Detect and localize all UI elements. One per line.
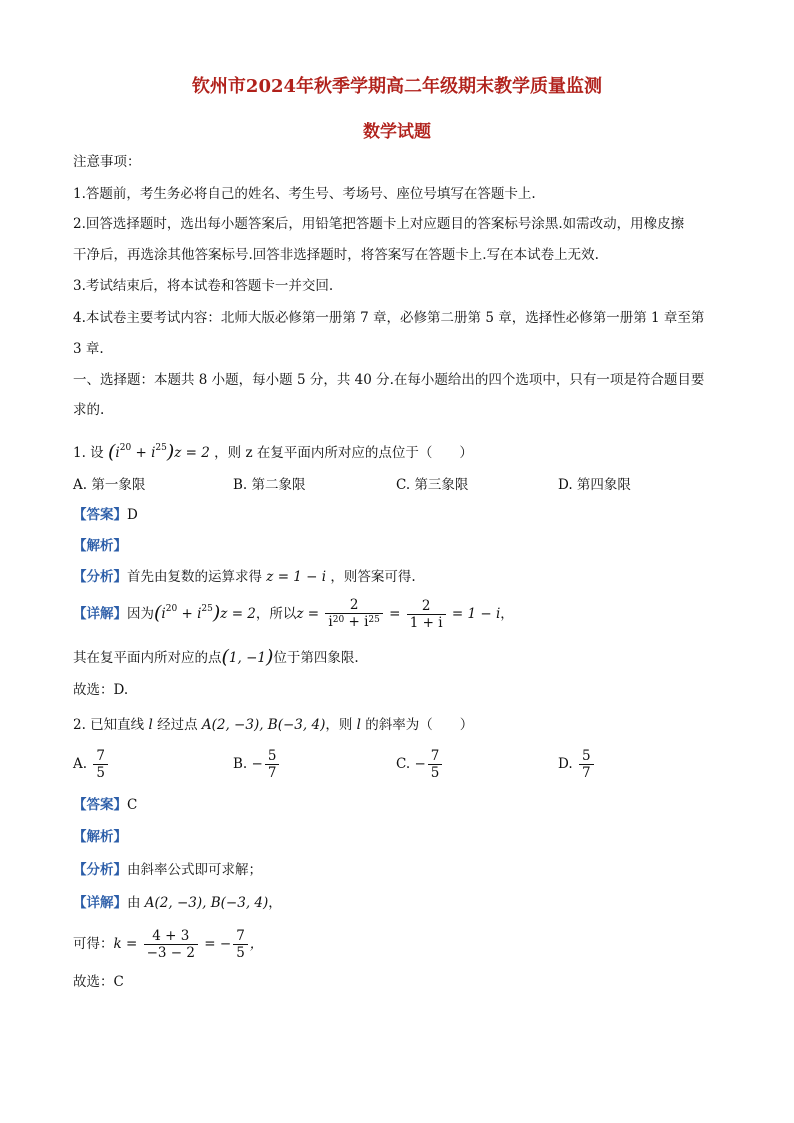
math-expression: A(2, −3), B(−3, 4) — [140, 895, 269, 911]
question-2-number: 2. 已知直线 — [73, 717, 145, 733]
analysis-label: 【解析】 — [73, 829, 127, 845]
option-c — [396, 748, 444, 781]
xiangjie-text-mid: ，所以 — [255, 606, 297, 622]
point-line-1 — [73, 646, 359, 668]
option-c: C. 第三象限 — [396, 477, 469, 493]
math-expression: l — [144, 717, 158, 733]
option-label: A. — [73, 756, 88, 772]
option-sign: − — [414, 756, 426, 772]
question-2-tail: ，则 — [325, 717, 353, 733]
option-label: C. — [396, 756, 411, 772]
option-a: A. 第一象限 — [73, 477, 146, 493]
answer-tag: 【答案】 — [73, 797, 127, 813]
analysis-label: 【解析】 — [73, 538, 127, 554]
math-expression: l — [352, 717, 366, 733]
question-2-stem — [73, 715, 473, 735]
section-heading: 一、选择题：本题共 8 小题，每小题 5 分，共 40 分.在每小题给出的四个选项中，只有一项是符合题目要 — [73, 372, 705, 388]
analysis-tag — [73, 827, 127, 847]
fenxi-tag: 【分析】 — [73, 569, 127, 585]
xiangjie-tag: 【详解】 — [73, 895, 127, 911]
fenxi-text: 首先由复数的运算求得 — [127, 569, 262, 585]
xiangjie-1 — [73, 597, 514, 632]
note-item: 3 章. — [73, 341, 104, 357]
fenxi-1 — [73, 567, 416, 587]
answer-value: D — [127, 507, 138, 523]
option-b — [233, 748, 281, 781]
page-title: 钦州市2024年秋季学期高二年级期末教学质量监测 — [191, 76, 603, 97]
xiangjie-text-end: ， — [500, 606, 514, 622]
point-text: 其在复平面内所对应的点 — [73, 650, 222, 666]
choose-2: 故选：C — [73, 974, 124, 990]
fenxi-tag: 【分析】 — [73, 862, 127, 878]
answer-1 — [73, 505, 138, 525]
section-heading-cont: 求的. — [73, 402, 105, 418]
option-a — [73, 748, 110, 781]
question-2-end: 的斜率为（ ） — [365, 717, 474, 733]
math-expression: $(i^{20} + i^{25})z = 2$ — [154, 602, 256, 624]
xiangjie-text: 由 — [127, 895, 141, 911]
point-text-tail: 位于第四象限. — [273, 650, 359, 666]
math-expression: k = $\frac{4 + 3}{-3 - 2}$ = − $\frac{7}{5}$ ， — [113, 928, 264, 961]
question-1-stem — [73, 441, 473, 465]
option-sign: − — [251, 756, 263, 772]
answer-tag: 【答案】 — [73, 507, 127, 523]
xiangjie-2 — [73, 893, 282, 913]
xiangjie-text: 因为 — [127, 606, 154, 622]
option-label: B. — [233, 756, 248, 772]
xiangjie-tag: 【详解】 — [73, 606, 127, 622]
fenxi-2 — [73, 860, 262, 880]
option-fraction: $\frac{5}{7}$ — [265, 748, 280, 781]
fenxi-text: 由斜率公式即可求解； — [127, 862, 262, 878]
option-d — [558, 748, 596, 781]
math-expression: z = 1 − i — [262, 569, 331, 585]
note-item: 干净后，再选涂其他答案标号.回答非选择题时，将答案写在答题卡上.写在本试卷上无效. — [73, 247, 599, 263]
choose-1: 故选：D. — [73, 682, 129, 698]
option-label: D. — [558, 756, 573, 772]
note-item: 1.答题前，考生务必将自己的姓名、考生号、考场号、座位号填写在答题卡上. — [73, 186, 536, 202]
answer-value: C — [127, 797, 138, 813]
slope-calc — [73, 928, 263, 961]
option-d: D. 第四象限 — [558, 477, 631, 493]
option-fraction: $\frac{7}{5}$ — [428, 748, 443, 781]
note-item: 2.回答选择题时，选出每小题答案后，用铅笔把答题卡上对应题目的答案标号涂黑.如需改动，用橡皮擦 — [73, 216, 685, 232]
xiangjie-text-tail: ， — [268, 895, 282, 911]
answer-2 — [73, 795, 137, 815]
analysis-tag — [73, 536, 127, 556]
question-2-mid: 经过点 — [157, 717, 198, 733]
note-item: 3.考试结束后，将本试卷和答题卡一并交回. — [73, 278, 334, 294]
math-expression: $(i^{20} + i^{25})z = 2$ — [107, 441, 210, 463]
notes-heading: 注意事项： — [73, 154, 141, 170]
fenxi-text-tail: ，则答案可得. — [330, 569, 416, 585]
note-item: 4.本试卷主要考试内容：北师大版必修第一册第 7 章，必修第二册第 5 章，选择性必修第一册第 1 章至第 — [73, 310, 705, 326]
math-expression: z = $\frac{2}{i^{20} + i^{25}}$ = $\frac{2}{1 + i}$ = 1 − i — [296, 597, 501, 631]
math-expression: A(2, −3), B(−3, 4) — [197, 717, 326, 733]
page-subtitle: 数学试题 — [363, 122, 431, 142]
math-expression: (1, −1) — [221, 646, 274, 668]
option-b: B. 第二象限 — [233, 477, 306, 493]
option-fraction: $\frac{5}{7}$ — [579, 748, 594, 781]
option-fraction: $\frac{7}{5}$ — [93, 748, 108, 781]
question-1-number: 1. 设 — [73, 445, 104, 461]
question-1-tail: ，则 z 在复平面内所对应的点位于（ ） — [214, 445, 473, 461]
get-text: 可得： — [73, 936, 114, 952]
